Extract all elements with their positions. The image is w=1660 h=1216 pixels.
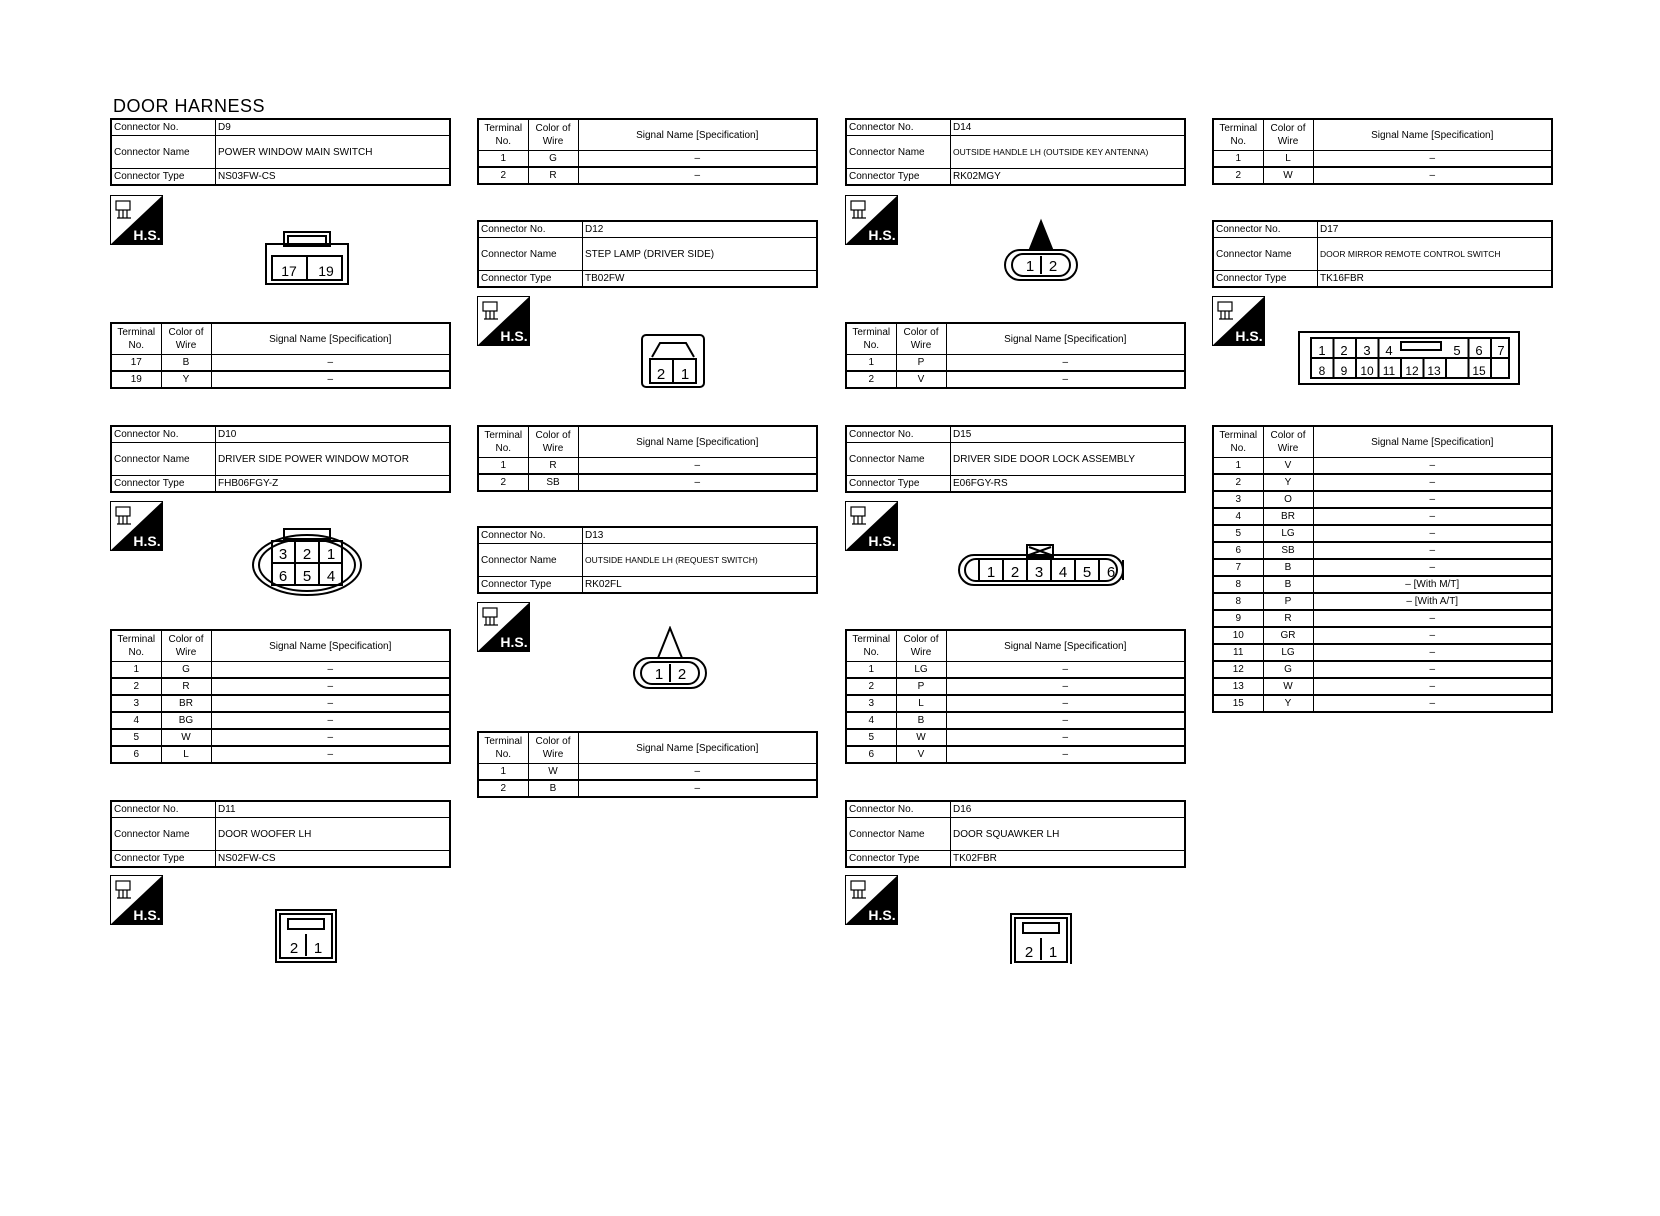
- signal-cell: –: [578, 780, 817, 797]
- color-cell: P: [1263, 593, 1313, 610]
- pin-label: 2: [289, 940, 299, 957]
- signal-cell: –: [211, 712, 450, 729]
- pin-label: 5: [1082, 564, 1092, 581]
- color-cell: L: [161, 746, 211, 763]
- table-row: [1213, 627, 1552, 644]
- pin-label: 10: [1360, 364, 1374, 378]
- terminal-cell: 5: [111, 729, 161, 746]
- signal-header: Signal Name [Specification]: [946, 323, 1185, 355]
- table-row: [846, 678, 1185, 695]
- table-row: [846, 695, 1185, 712]
- color-header: Color of Wire: [1263, 119, 1313, 151]
- color-cell: G: [161, 662, 211, 679]
- signal-cell: –: [1313, 491, 1552, 508]
- color-cell: G: [528, 151, 578, 168]
- connector-info-d10: Connector No. D10 Connector Name DRIVER SIDE POWER WINDOW MOTOR Connector Type FHB06FGY-Z: [110, 425, 451, 493]
- terminal-header: Terminal No.: [111, 323, 161, 355]
- color-cell: LG: [896, 662, 946, 679]
- table-row: [478, 474, 817, 491]
- terminal-cell: 4: [1213, 508, 1263, 525]
- hs-label: H.S.: [500, 634, 528, 650]
- pin-label: 3: [1034, 564, 1044, 581]
- table-row: [111, 662, 450, 679]
- terminal-cell: 4: [111, 712, 161, 729]
- signal-cell: –: [946, 712, 1185, 729]
- table-row: [1213, 695, 1552, 712]
- table-row: [1213, 491, 1552, 508]
- terminal-cell: 17: [111, 355, 161, 372]
- color-cell: W: [1263, 167, 1313, 184]
- table-row: [1213, 644, 1552, 661]
- table-row: [1213, 474, 1552, 491]
- signal-cell: –: [578, 474, 817, 491]
- color-cell: B: [896, 712, 946, 729]
- terminal-cell: 1: [846, 662, 896, 679]
- terminal-cell: 11: [1213, 644, 1263, 661]
- color-cell: L: [1263, 151, 1313, 168]
- signal-cell: –: [1313, 542, 1552, 559]
- terminal-cell: 19: [111, 371, 161, 388]
- signal-header: Signal Name [Specification]: [946, 630, 1185, 662]
- color-cell: O: [1263, 491, 1313, 508]
- color-cell: R: [161, 678, 211, 695]
- terminal-header: Terminal No.: [1213, 119, 1263, 151]
- table-row: [111, 371, 450, 388]
- hs-label: H.S.: [868, 227, 896, 243]
- color-header: Color of Wire: [528, 119, 578, 151]
- pin-label: 6: [278, 568, 288, 585]
- color-cell: Y: [1263, 695, 1313, 712]
- hs-label: H.S.: [133, 907, 161, 923]
- signal-header: Signal Name [Specification]: [211, 323, 450, 355]
- connector-diagram-d17: [1297, 330, 1521, 391]
- pin-label: 6: [1475, 343, 1483, 358]
- terminal-cell: 9: [1213, 610, 1263, 627]
- table-row: [1213, 151, 1552, 168]
- color-cell: BR: [1263, 508, 1313, 525]
- table-row: [478, 764, 817, 781]
- color-header: Color of Wire: [896, 630, 946, 662]
- signal-cell: –: [578, 458, 817, 475]
- pin-label: 6: [1106, 564, 1116, 581]
- terminal-cell: 3: [111, 695, 161, 712]
- color-cell: B: [1263, 559, 1313, 576]
- terminal-cell: 6: [111, 746, 161, 763]
- color-header: Color of Wire: [528, 426, 578, 458]
- signal-cell: – [With M/T]: [1313, 576, 1552, 593]
- terminal-cell: 7: [1213, 559, 1263, 576]
- signal-cell: –: [1313, 167, 1552, 184]
- table-row: [111, 678, 450, 695]
- pin-label: 2: [302, 546, 312, 563]
- connector-diagram-d11: [274, 908, 338, 971]
- harness-side-icon: [1212, 296, 1265, 346]
- pin-label: 5: [302, 568, 312, 585]
- terminal-table-d15: [845, 629, 1186, 764]
- terminal-cell: 6: [1213, 542, 1263, 559]
- signal-cell: –: [1313, 644, 1552, 661]
- terminal-cell: 13: [1213, 678, 1263, 695]
- terminal-cell: 1: [1213, 458, 1263, 475]
- terminal-cell: 2: [478, 780, 528, 797]
- pin-label: 2: [1010, 564, 1020, 581]
- terminal-table-d10: [110, 629, 451, 764]
- color-cell: V: [896, 371, 946, 388]
- connector-diagram-d9: [264, 230, 350, 291]
- terminal-table-d11: [477, 118, 818, 185]
- terminal-header: Terminal No.: [1213, 426, 1263, 458]
- connector-diagram-d12: [640, 333, 706, 394]
- pin-label: 15: [1472, 364, 1486, 378]
- harness-side-icon: [845, 195, 898, 245]
- table-row: [846, 662, 1185, 679]
- terminal-header: Terminal No.: [478, 426, 528, 458]
- pin-label: 4: [1058, 564, 1068, 581]
- connector-diagram-d15: [957, 543, 1125, 592]
- terminal-cell: 1: [111, 662, 161, 679]
- terminal-cell: 5: [846, 729, 896, 746]
- signal-cell: –: [1313, 559, 1552, 576]
- table-row: [846, 712, 1185, 729]
- connector-info-d9: Connector No. D9 Connector Name POWER WINDOW MAIN SWITCH Connector Type NS03FW-CS: [110, 118, 451, 186]
- pin-label: 1: [654, 666, 664, 683]
- color-cell: R: [528, 458, 578, 475]
- terminal-table-d14: [845, 322, 1186, 389]
- terminal-cell: 10: [1213, 627, 1263, 644]
- terminal-cell: 6: [846, 746, 896, 763]
- signal-cell: –: [946, 729, 1185, 746]
- terminal-cell: 3: [846, 695, 896, 712]
- table-row: [111, 695, 450, 712]
- color-cell: W: [161, 729, 211, 746]
- color-cell: SB: [1263, 542, 1313, 559]
- terminal-header: Terminal No.: [846, 323, 896, 355]
- pin-label: 1: [986, 564, 996, 581]
- terminal-table-d9: [110, 322, 451, 389]
- signal-header: Signal Name [Specification]: [211, 630, 450, 662]
- color-cell: W: [896, 729, 946, 746]
- pin-label: 4: [326, 568, 336, 585]
- pin-label: 2: [656, 366, 666, 383]
- connector-info-d16: Connector No. D16 Connector Name DOOR SQUAWKER LH Connector Type TK02FBR: [845, 800, 1186, 868]
- table-row: [1213, 593, 1552, 610]
- terminal-cell: 1: [1213, 151, 1263, 168]
- color-cell: G: [1263, 661, 1313, 678]
- signal-header: Signal Name [Specification]: [578, 732, 817, 764]
- terminal-cell: 3: [1213, 491, 1263, 508]
- pin-label: 9: [1340, 364, 1348, 378]
- color-cell: BG: [161, 712, 211, 729]
- table-row: [478, 780, 817, 797]
- pin-label: 13: [1427, 364, 1441, 378]
- color-cell: LG: [1263, 644, 1313, 661]
- pin-label: 1: [326, 546, 336, 563]
- table-row: [1213, 576, 1552, 593]
- hs-label: H.S.: [500, 328, 528, 344]
- table-row: [111, 712, 450, 729]
- color-cell: W: [1263, 678, 1313, 695]
- pin-label: 17: [281, 263, 297, 279]
- color-cell: P: [896, 678, 946, 695]
- harness-side-icon: [477, 296, 530, 346]
- signal-cell: –: [946, 662, 1185, 679]
- pin-label: 3: [1363, 343, 1371, 358]
- color-cell: B: [528, 780, 578, 797]
- signal-cell: –: [946, 678, 1185, 695]
- table-row: [846, 371, 1185, 388]
- harness-side-icon: [110, 501, 163, 551]
- hs-label: H.S.: [133, 533, 161, 549]
- terminal-cell: 2: [846, 371, 896, 388]
- table-row: [1213, 661, 1552, 678]
- pin-label: 8: [1318, 364, 1326, 378]
- signal-cell: –: [946, 695, 1185, 712]
- pin-label: 1: [680, 366, 690, 383]
- color-cell: GR: [1263, 627, 1313, 644]
- signal-cell: –: [1313, 695, 1552, 712]
- connector-info-d14: Connector No. D14 Connector Name OUTSIDE HANDLE LH (OUTSIDE KEY ANTENNA) Connector Type RK02MGY: [845, 118, 1186, 186]
- connector-info-d15: Connector No. D15 Connector Name DRIVER SIDE DOOR LOCK ASSEMBLY Connector Type E06FGY-RS: [845, 425, 1186, 493]
- signal-cell: –: [211, 678, 450, 695]
- pin-label: 4: [1385, 343, 1393, 358]
- color-header: Color of Wire: [896, 323, 946, 355]
- terminal-cell: 1: [478, 151, 528, 168]
- terminal-header: Terminal No.: [111, 630, 161, 662]
- signal-cell: –: [946, 355, 1185, 372]
- hs-label: H.S.: [133, 227, 161, 243]
- table-row: [846, 746, 1185, 763]
- signal-cell: –: [946, 746, 1185, 763]
- color-cell: LG: [1263, 525, 1313, 542]
- terminal-cell: 2: [846, 678, 896, 695]
- connector-diagram-d13: [632, 626, 708, 699]
- pin-label: 1: [1318, 343, 1326, 358]
- table-row: [1213, 458, 1552, 475]
- pin-label: 1: [1025, 258, 1035, 275]
- signal-header: Signal Name [Specification]: [1313, 426, 1552, 458]
- color-cell: Y: [161, 371, 211, 388]
- connector-info-d13: Connector No. D13 Connector Name OUTSIDE HANDLE LH (REQUEST SWITCH) Connector Type RK02FL: [477, 526, 818, 594]
- terminal-cell: 8: [1213, 576, 1263, 593]
- color-cell: R: [1263, 610, 1313, 627]
- signal-cell: –: [1313, 610, 1552, 627]
- pin-label: 2: [1048, 258, 1058, 275]
- pin-label: 3: [278, 546, 288, 563]
- connector-info-d17: Connector No. D17 Connector Name DOOR MIRROR REMOTE CONTROL SWITCH Connector Type TK16FBR: [1212, 220, 1553, 288]
- terminal-cell: 2: [1213, 474, 1263, 491]
- pin-label: 12: [1405, 364, 1419, 378]
- table-row: [1213, 525, 1552, 542]
- signal-cell: –: [578, 764, 817, 781]
- color-cell: SB: [528, 474, 578, 491]
- connector-diagram-d14: [1003, 218, 1079, 291]
- pin-label: 1: [313, 940, 323, 957]
- pin-label: 1: [1048, 944, 1058, 961]
- color-cell: P: [896, 355, 946, 372]
- pin-label: 2: [677, 666, 687, 683]
- color-cell: B: [161, 355, 211, 372]
- signal-cell: –: [211, 729, 450, 746]
- table-row: [111, 729, 450, 746]
- harness-side-icon: [110, 875, 163, 925]
- signal-cell: –: [1313, 627, 1552, 644]
- table-row: [111, 746, 450, 763]
- signal-cell: –: [578, 167, 817, 184]
- color-header: Color of Wire: [161, 630, 211, 662]
- color-header: Color of Wire: [1263, 426, 1313, 458]
- color-cell: B: [1263, 576, 1313, 593]
- terminal-cell: 15: [1213, 695, 1263, 712]
- pin-label: 19: [318, 263, 334, 279]
- table-row: [111, 355, 450, 372]
- signal-cell: –: [1313, 151, 1552, 168]
- terminal-cell: 8: [1213, 593, 1263, 610]
- harness-side-icon: [845, 875, 898, 925]
- harness-side-icon: [477, 602, 530, 652]
- color-cell: BR: [161, 695, 211, 712]
- terminal-cell: 1: [478, 458, 528, 475]
- signal-cell: –: [1313, 525, 1552, 542]
- table-row: [846, 729, 1185, 746]
- pin-label: 2: [1340, 343, 1348, 358]
- signal-header: Signal Name [Specification]: [1313, 119, 1552, 151]
- signal-cell: –: [946, 371, 1185, 388]
- harness-side-icon: [110, 195, 163, 245]
- terminal-header: Terminal No.: [846, 630, 896, 662]
- terminal-table-d12: [477, 425, 818, 492]
- table-row: [1213, 610, 1552, 627]
- connector-diagram-d10: [250, 527, 365, 602]
- signal-cell: – [With A/T]: [1313, 593, 1552, 610]
- terminal-cell: 2: [1213, 167, 1263, 184]
- signal-cell: –: [211, 355, 450, 372]
- hs-label: H.S.: [868, 533, 896, 549]
- hs-label: H.S.: [1235, 328, 1263, 344]
- color-cell: V: [1263, 458, 1313, 475]
- pin-label: 11: [1382, 364, 1396, 378]
- table-row: [846, 355, 1185, 372]
- terminal-header: Terminal No.: [478, 119, 528, 151]
- harness-side-icon: [845, 501, 898, 551]
- connector-diagram-d16: [1009, 912, 1073, 969]
- color-cell: L: [896, 695, 946, 712]
- terminal-table-d13: [477, 731, 818, 798]
- color-header: Color of Wire: [528, 732, 578, 764]
- terminal-cell: 1: [478, 764, 528, 781]
- connector-info-d11: Connector No. D11 Connector Name DOOR WOOFER LH Connector Type NS02FW-CS: [110, 800, 451, 868]
- terminal-cell: 5: [1213, 525, 1263, 542]
- color-header: Color of Wire: [161, 323, 211, 355]
- table-row: [478, 151, 817, 168]
- signal-cell: –: [1313, 661, 1552, 678]
- signal-cell: –: [1313, 508, 1552, 525]
- table-row: [1213, 678, 1552, 695]
- color-cell: Y: [1263, 474, 1313, 491]
- signal-cell: –: [1313, 678, 1552, 695]
- signal-cell: –: [1313, 474, 1552, 491]
- table-row: [1213, 542, 1552, 559]
- signal-header: Signal Name [Specification]: [578, 426, 817, 458]
- color-cell: W: [528, 764, 578, 781]
- signal-header: Signal Name [Specification]: [578, 119, 817, 151]
- signal-cell: –: [211, 695, 450, 712]
- pin-label: 7: [1497, 343, 1505, 358]
- table-row: [1213, 167, 1552, 184]
- terminal-cell: 2: [478, 474, 528, 491]
- connector-info-d12: Connector No. D12 Connector Name STEP LAMP (DRIVER SIDE) Connector Type TB02FW: [477, 220, 818, 288]
- terminal-cell: 12: [1213, 661, 1263, 678]
- terminal-table-d17: [1212, 425, 1553, 713]
- pin-label: 2: [1024, 944, 1034, 961]
- table-row: [1213, 559, 1552, 576]
- table-row: [478, 458, 817, 475]
- color-cell: V: [896, 746, 946, 763]
- terminal-header: Terminal No.: [478, 732, 528, 764]
- terminal-cell: 2: [478, 167, 528, 184]
- terminal-cell: 2: [111, 678, 161, 695]
- table-row: [478, 167, 817, 184]
- signal-cell: –: [211, 371, 450, 388]
- signal-cell: –: [211, 746, 450, 763]
- terminal-cell: 1: [846, 355, 896, 372]
- page-title: DOOR HARNESS: [113, 96, 266, 116]
- color-cell: R: [528, 167, 578, 184]
- signal-cell: –: [211, 662, 450, 679]
- terminal-cell: 4: [846, 712, 896, 729]
- signal-cell: –: [578, 151, 817, 168]
- pin-label: 5: [1453, 343, 1461, 358]
- terminal-table-d14b: [1212, 118, 1553, 185]
- hs-label: H.S.: [868, 907, 896, 923]
- table-row: [1213, 508, 1552, 525]
- signal-cell: –: [1313, 458, 1552, 475]
